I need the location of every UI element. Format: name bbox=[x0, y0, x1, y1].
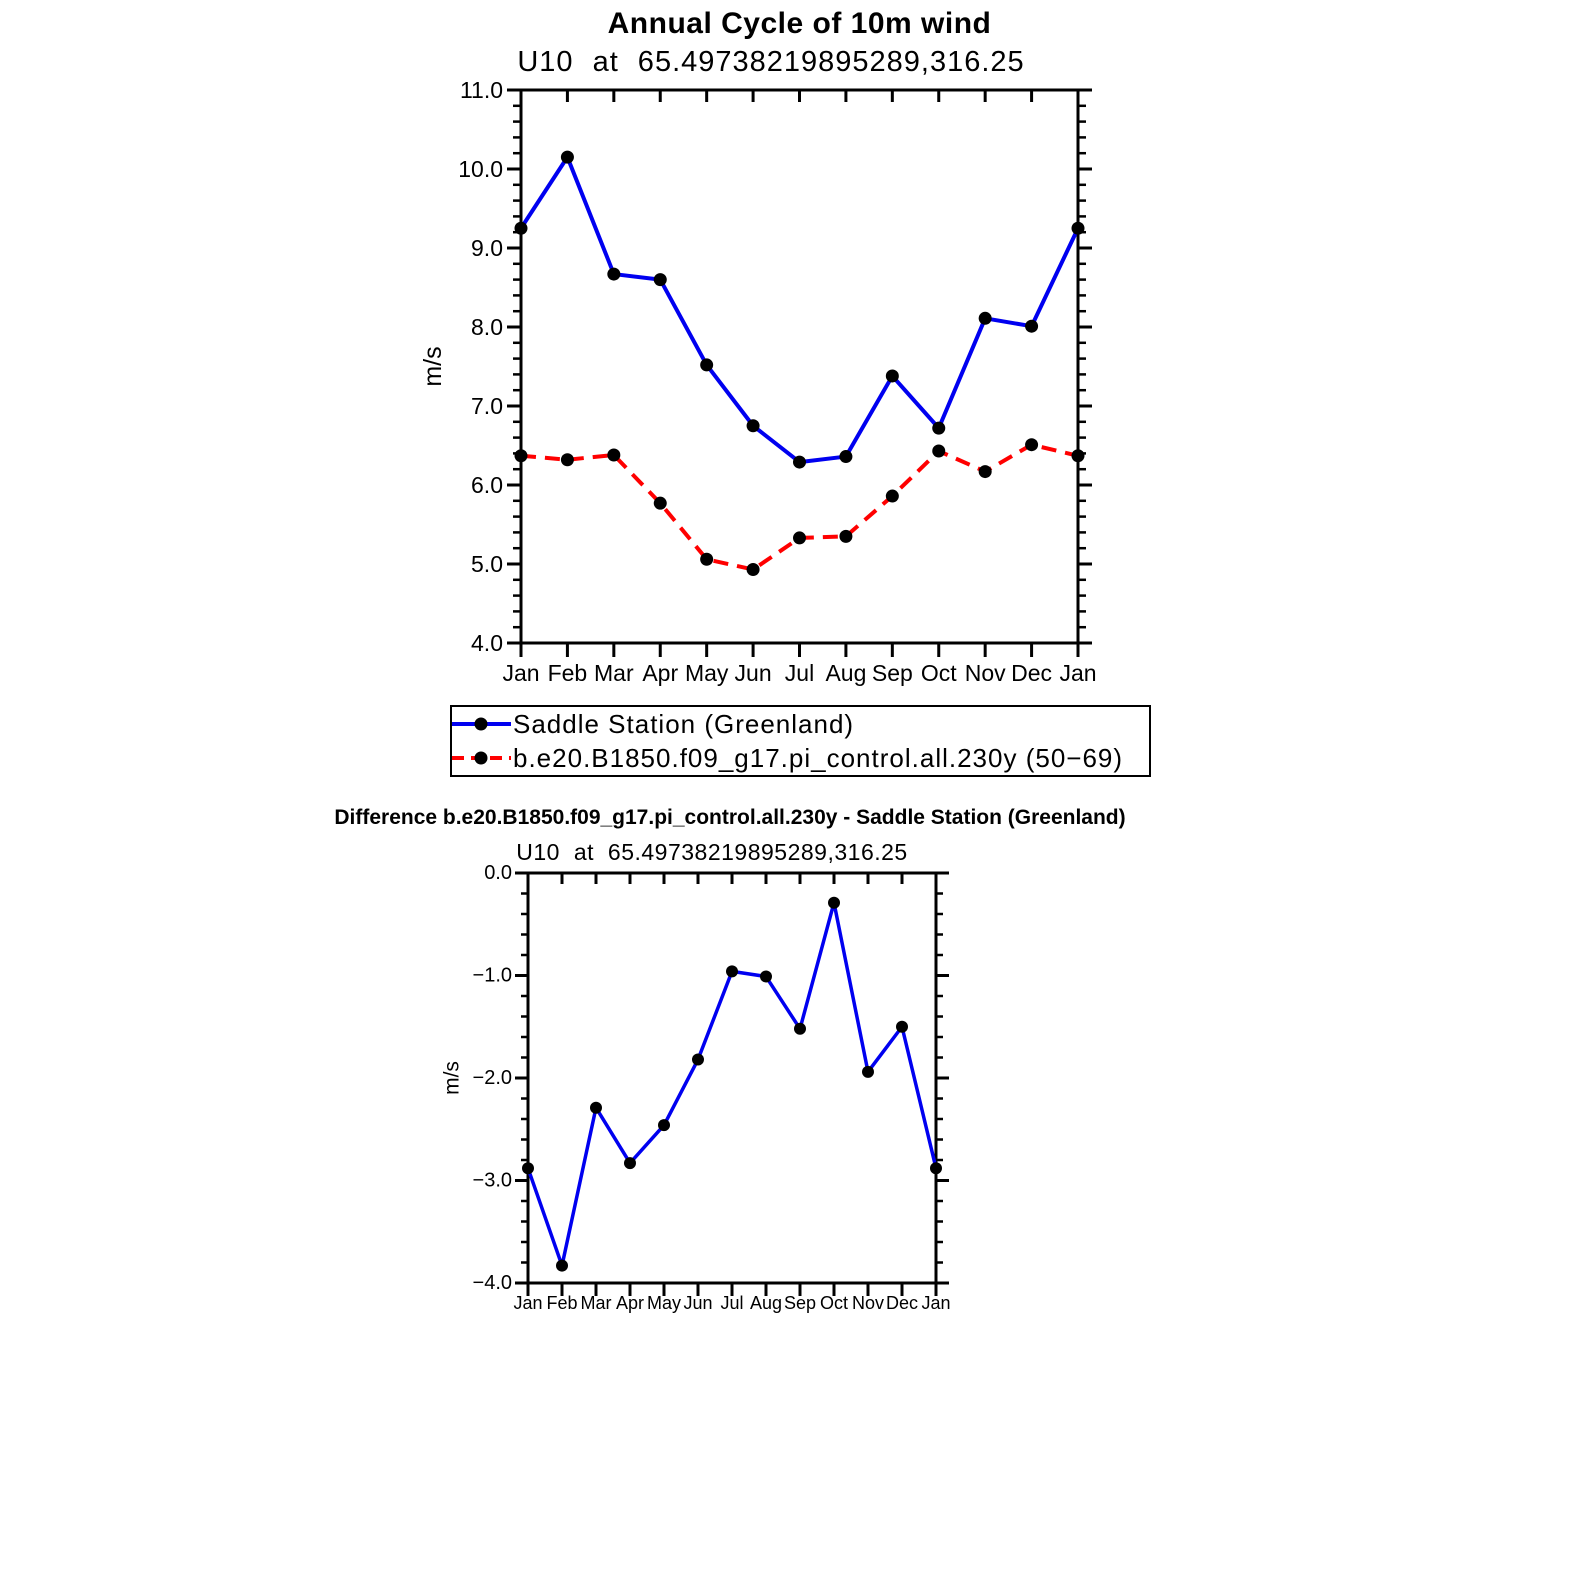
top-chart-y-tick-label: 8.0 bbox=[471, 314, 503, 340]
top-chart-y-tick-label: 7.0 bbox=[471, 393, 503, 419]
top-chart-data-point-marker bbox=[1025, 320, 1038, 333]
legend-box bbox=[450, 705, 1151, 777]
top-chart-data-point-marker bbox=[747, 419, 760, 432]
bottom-chart-month-label: Sep bbox=[783, 1293, 817, 1313]
bottom-chart-data-point-marker bbox=[590, 1102, 602, 1114]
bottom-chart-month-label: Aug bbox=[749, 1293, 783, 1313]
top-chart-month-label: Nov bbox=[964, 660, 1006, 686]
top-chart-subtitle: U10 at 65.49738219895289,316.25 bbox=[517, 46, 1025, 78]
bottom-chart-data-point-marker bbox=[624, 1157, 636, 1169]
top-chart-month-label: Mar bbox=[594, 660, 634, 686]
bottom-chart-data-point-marker bbox=[760, 971, 772, 983]
top-chart-data-point-marker bbox=[1072, 222, 1085, 235]
top-chart-data-point-marker bbox=[1025, 438, 1038, 451]
top-chart-data-point-marker bbox=[654, 497, 667, 510]
bottom-chart-data-point-marker bbox=[658, 1119, 670, 1131]
top-chart-ylabel: m/s bbox=[419, 346, 447, 387]
top-chart-data-point-marker bbox=[561, 453, 574, 466]
bottom-chart-month-label: Jan bbox=[921, 1293, 951, 1313]
top-chart-data-point-marker bbox=[654, 273, 667, 286]
top-chart-month-label: Dec bbox=[1011, 660, 1053, 686]
legend-solid-line-icon bbox=[452, 715, 511, 733]
top-chart-y-tick-label: 11.0 bbox=[459, 77, 503, 103]
top-chart-data-point-marker bbox=[793, 531, 806, 544]
bottom-chart-month-label: Jun bbox=[683, 1293, 713, 1313]
top-chart-month-label: May bbox=[684, 660, 729, 686]
bottom-chart-month-label: Jul bbox=[720, 1293, 744, 1313]
top-chart-data-point-marker bbox=[932, 422, 945, 435]
bottom-chart-y-tick-label: −3.0 bbox=[472, 1169, 512, 1192]
bottom-chart-data-point-marker bbox=[556, 1260, 568, 1272]
bottom-chart-month-label: Nov bbox=[851, 1293, 885, 1313]
top-chart-data-point-marker bbox=[515, 222, 528, 235]
top-chart-plot-border bbox=[521, 90, 1078, 643]
top-chart-data-point-marker bbox=[515, 449, 528, 462]
bottom-chart-month-label: Dec bbox=[885, 1293, 919, 1313]
bottom-chart-data-point-marker bbox=[522, 1162, 534, 1174]
top-chart-data-point-marker bbox=[979, 312, 992, 325]
legend-dashed-line-icon bbox=[452, 749, 511, 767]
bottom-chart-series-line-0 bbox=[528, 903, 936, 1266]
bottom-chart-month-label: Mar bbox=[580, 1293, 612, 1313]
bottom-chart-y-tick-label: 0.0 bbox=[484, 862, 512, 884]
top-chart-month-label: Jul bbox=[784, 660, 815, 686]
legend-label-model: b.e20.B1850.f09_g17.pi_control.all.230y (50−69) bbox=[513, 743, 1124, 773]
bottom-chart-month-label: Oct bbox=[819, 1293, 849, 1313]
top-chart-data-point-marker bbox=[979, 465, 992, 478]
top-chart-y-tick-label: 6.0 bbox=[471, 472, 503, 498]
top-chart-data-point-marker bbox=[1072, 449, 1085, 462]
top-chart-month-label: Feb bbox=[547, 660, 588, 686]
bottom-chart-y-tick-label: −2.0 bbox=[472, 1067, 512, 1089]
top-chart-series-line-0 bbox=[521, 157, 1078, 462]
top-chart-month-label: Jun bbox=[734, 660, 772, 686]
top-chart-data-point-marker bbox=[886, 490, 899, 503]
bottom-chart-data-point-marker bbox=[726, 965, 738, 977]
bottom-chart-month-label: Jan bbox=[513, 1293, 543, 1313]
top-chart-y-tick-label: 4.0 bbox=[471, 630, 503, 656]
legend-item-model bbox=[452, 741, 1149, 775]
bottom-chart-month-label: Apr bbox=[615, 1293, 645, 1313]
bottom-chart-data-point-marker bbox=[930, 1162, 942, 1174]
bottom-chart-month-label: Feb bbox=[546, 1293, 578, 1313]
top-chart-y-tick-label: 10.0 bbox=[458, 156, 503, 182]
top-chart-data-point-marker bbox=[886, 369, 899, 382]
top-chart-data-point-marker bbox=[747, 563, 760, 576]
bottom-chart-data-point-marker bbox=[862, 1066, 874, 1078]
bottom-chart-y-tick-label: −1.0 bbox=[472, 964, 512, 987]
top-chart-data-point-marker bbox=[793, 456, 806, 469]
bottom-chart-subtitle: U10 at 65.49738219895289,316.25 bbox=[516, 839, 908, 865]
top-chart-month-label: Jan bbox=[1059, 660, 1097, 686]
top-chart-month-label: Jan bbox=[502, 660, 540, 686]
top-chart-month-label: Oct bbox=[920, 660, 957, 686]
top-chart-title: Annual Cycle of 10m wind bbox=[607, 7, 992, 40]
legend-label-saddle-station: Saddle Station (Greenland) bbox=[513, 709, 855, 739]
top-chart-data-point-marker bbox=[607, 448, 620, 461]
bottom-chart-month-label: May bbox=[646, 1293, 682, 1313]
bottom-chart-y-tick-label: −4.0 bbox=[472, 1272, 512, 1294]
bottom-chart-title: Difference b.e20.B1850.f09_g17.pi_control.all.230y - Saddle Station (Greenland) bbox=[334, 806, 1126, 829]
top-chart-data-point-marker bbox=[932, 445, 945, 458]
top-chart-data-point-marker bbox=[700, 553, 713, 566]
top-chart-data-point-marker bbox=[607, 268, 620, 281]
top-chart-data-point-marker bbox=[561, 151, 574, 164]
top-chart-data-point-marker bbox=[700, 358, 713, 371]
bottom-chart-data-point-marker bbox=[896, 1021, 908, 1033]
bottom-chart-plot-border bbox=[528, 873, 936, 1283]
bottom-chart-data-point-marker bbox=[794, 1023, 806, 1035]
top-chart-month-label: Sep bbox=[871, 660, 913, 686]
top-chart-month-label: Apr bbox=[642, 660, 679, 686]
bottom-chart-data-point-marker bbox=[828, 897, 840, 909]
bottom-chart-data-point-marker bbox=[692, 1054, 704, 1066]
bottom-chart-ylabel: m/s bbox=[440, 1061, 464, 1095]
top-chart-data-point-marker bbox=[839, 530, 852, 543]
top-chart-month-label: Aug bbox=[825, 660, 867, 686]
top-chart-data-point-marker bbox=[839, 450, 852, 463]
legend-item-saddle-station bbox=[452, 707, 1149, 741]
top-chart-y-tick-label: 5.0 bbox=[471, 551, 503, 577]
top-chart-y-tick-label: 9.0 bbox=[471, 235, 503, 261]
